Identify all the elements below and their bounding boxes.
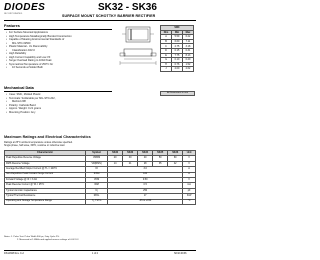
mechanical-list	[6, 93, 110, 114]
ratings-table	[4, 150, 196, 205]
rating-unit: A	[183, 172, 196, 177]
rating-label: RMS Reverse Voltage	[5, 161, 86, 166]
dimensions-col-header: Dim	[161, 30, 172, 35]
dimensions-col-header: Max	[183, 30, 194, 35]
dim-cell: 0.20	[183, 58, 194, 63]
rating-value: 3.0	[108, 167, 183, 172]
rating-value: 0.50	[108, 177, 183, 182]
ratings-conditions	[4, 141, 154, 147]
footnotes	[4, 236, 184, 242]
rating-value: 14	[108, 161, 123, 166]
dim-cell: 1.52	[183, 62, 194, 67]
mechanical-heading: Mechanical Data	[4, 86, 34, 90]
feature-item: • Classification 94V-0	[6, 49, 110, 53]
dim-cell: D	[161, 48, 172, 53]
rating-symbol: IO	[86, 167, 108, 172]
rating-unit: A	[183, 167, 196, 172]
rating-symbol: Tj, TSTG	[86, 199, 108, 204]
dim-cell: 5.59	[172, 35, 183, 40]
dimensions-row	[161, 39, 194, 44]
rating-value: 42	[168, 161, 183, 166]
company-logo: DIODES	[4, 2, 46, 13]
ratings-col-header: SK34	[138, 151, 153, 156]
rating-value: 28	[138, 161, 153, 166]
rating-symbol: IFSM	[86, 172, 108, 177]
feature-item: • High Temperature Metallurgically Bonded Construction	[6, 35, 110, 39]
rating-label: Operating and Storage Temperature Range	[5, 199, 86, 204]
dim-cell: 6.60	[172, 39, 183, 44]
rating-label: Peak Repetitive Reverse Voltage	[5, 156, 86, 161]
mechanical-item: • Approx. Weight: 0.21 grams	[6, 107, 110, 111]
mechanical-item: • Mounting Position: Any	[6, 111, 110, 115]
rating-label: Forward Voltage @ IF = 3.0A	[5, 177, 86, 182]
document-subtitle: SURFACE MOUNT SCHOTTKY BARRIER RECTIFIER	[62, 14, 156, 18]
footnote: Notes: 1. Pulse Test: Pulse Width 300 μs, Duty Cycle 2%.	[4, 236, 60, 238]
rating-label: Typical Thermal Resistance	[5, 194, 86, 199]
dim-cell: H	[161, 62, 172, 67]
package-outline-drawing	[118, 25, 162, 71]
dimensions-row	[161, 67, 194, 72]
features-heading: Features	[4, 24, 20, 28]
rating-symbol: VR(RMS)	[86, 161, 108, 166]
dim-cell: A	[161, 35, 172, 40]
dim-cell: G	[161, 58, 172, 63]
dim-cell: 0.76	[172, 62, 183, 67]
rating-unit: pF	[183, 188, 196, 193]
ratings-col-header: SK36	[168, 151, 183, 156]
ratings-col-header: SK33	[123, 151, 138, 156]
rating-symbol: VRRM	[86, 156, 108, 161]
feature-item: • Surge Overload Rating to 100A Peak	[6, 59, 110, 63]
document-number: DS14308 Rev. C-2	[4, 252, 24, 255]
rating-value: 40	[138, 156, 153, 161]
dimensions-row	[161, 48, 194, 53]
feature-item: • Plastic Material - UL Flammability	[6, 45, 110, 49]
dimensions-table	[160, 25, 194, 72]
mechanical-item: • Method 208	[6, 100, 110, 104]
features-rule	[4, 29, 112, 30]
dimensions-row	[161, 58, 194, 63]
dimensions-row	[161, 44, 194, 49]
ratings-condition-line: Single phase, half wave, 60Hz, resistive or inductive load.	[4, 144, 65, 147]
mechanical-rule	[4, 91, 112, 92]
rating-symbol: VFM	[86, 177, 108, 182]
dim-cell: 8.13	[183, 53, 194, 58]
rating-symbol: Cj	[86, 188, 108, 193]
ratings-col-header: SK35	[153, 151, 168, 156]
feature-item: • High Reliability	[6, 52, 110, 56]
feature-item: • MIL-STD-19500	[6, 42, 110, 46]
ratings-condition-line: Ratings at 25°C ambient temperature unless otherwise specified.	[4, 141, 73, 144]
dim-cell: 7.75	[172, 53, 183, 58]
rating-value: 20	[108, 156, 123, 161]
rating-symbol: IRM	[86, 183, 108, 188]
dim-cell: 7.11	[183, 39, 194, 44]
feature-item: • 10 Seconds at Solder Bath	[6, 66, 110, 70]
mechanical-item: • Terminals: Solderable per MIL-STD-202,	[6, 97, 110, 101]
dimensions-col-header: Min	[172, 30, 183, 35]
rating-value: 250	[108, 188, 183, 193]
rating-value: 0.5	[108, 183, 183, 188]
feature-item: • Symmetrical Temperature of 250°C for	[6, 63, 110, 67]
rating-value: -65 to +150	[108, 199, 183, 204]
company-logo-subtitle: INCORPORATED	[4, 13, 23, 15]
rating-label: Non-Repetitive Peak Forward Surge Current	[5, 172, 86, 177]
feature-item: • For Surface Mounted Applications	[6, 31, 110, 35]
ratings-col-header: Unit	[183, 151, 196, 156]
dim-cell: 6.22	[183, 35, 194, 40]
dim-cell: 2.00	[172, 67, 183, 72]
rating-unit: K/W	[183, 194, 196, 199]
rating-value: 17	[108, 194, 183, 199]
rating-label: Peak Reverse Current @ TA = 25°C	[5, 183, 86, 188]
dim-cell: E	[161, 53, 172, 58]
dim-cell: 3.18	[183, 44, 194, 49]
rating-label: Average Rectified Output Current @ TL = 100°C	[5, 167, 86, 172]
dim-cell: 0.10	[172, 58, 183, 63]
dim-cell: 2.62	[183, 67, 194, 72]
page-number: 1 of 2	[92, 252, 98, 255]
dim-cell: C	[161, 44, 172, 49]
header-divider	[4, 20, 196, 21]
rating-unit: V	[183, 177, 196, 182]
rating-unit: V	[183, 156, 196, 161]
feature-item: • High Current Capability and Low VF	[6, 56, 110, 60]
dim-cell: B	[161, 39, 172, 44]
feature-item: • Capable of Meeting Environmental Standards of	[6, 38, 110, 42]
mechanical-item: • Polarity: Cathode Band	[6, 104, 110, 108]
footer-part-number: SK32-SK36	[174, 252, 187, 255]
part-number-title: SK32 - SK36	[98, 2, 157, 13]
footer-divider	[4, 250, 196, 251]
rating-unit: °C	[183, 199, 196, 204]
dim-cell: 0.31	[183, 48, 194, 53]
dimensions-package-header: SMC	[161, 26, 194, 31]
ratings-row	[5, 199, 196, 204]
rating-unit: mA	[183, 183, 196, 188]
rating-value: 100	[108, 172, 183, 177]
rating-unit: V	[183, 161, 196, 166]
features-list	[6, 31, 110, 70]
dimensions-row	[161, 53, 194, 58]
ratings-col-header: Characteristic	[5, 151, 86, 156]
ratings-col-header: SK32	[108, 151, 123, 156]
rating-value: 35	[153, 161, 168, 166]
dim-cell: 2.75	[172, 44, 183, 49]
footnote: 2. Measured at 1.0MHz and applied reverse voltage of 4.0V DC.	[17, 238, 80, 241]
dimensions-row	[161, 35, 194, 40]
ratings-heading: Maximum Ratings and Electrical Characteristics	[4, 135, 91, 139]
dim-cell: 0.15	[172, 48, 183, 53]
rating-value: 50	[153, 156, 168, 161]
rating-value: 30	[123, 156, 138, 161]
rating-value: 60	[168, 156, 183, 161]
rating-label: Typical Junction Capacitance	[5, 188, 86, 193]
dimensions-row	[161, 62, 194, 67]
mechanical-item: • Case: SMC, Molded Plastic	[6, 93, 110, 97]
rating-value: 21	[123, 161, 138, 166]
dimensions-note: All Dimensions in mm	[160, 91, 195, 96]
rating-symbol: RθJL	[86, 194, 108, 199]
dim-cell: J	[161, 67, 172, 72]
ratings-col-header: Symbol	[86, 151, 108, 156]
